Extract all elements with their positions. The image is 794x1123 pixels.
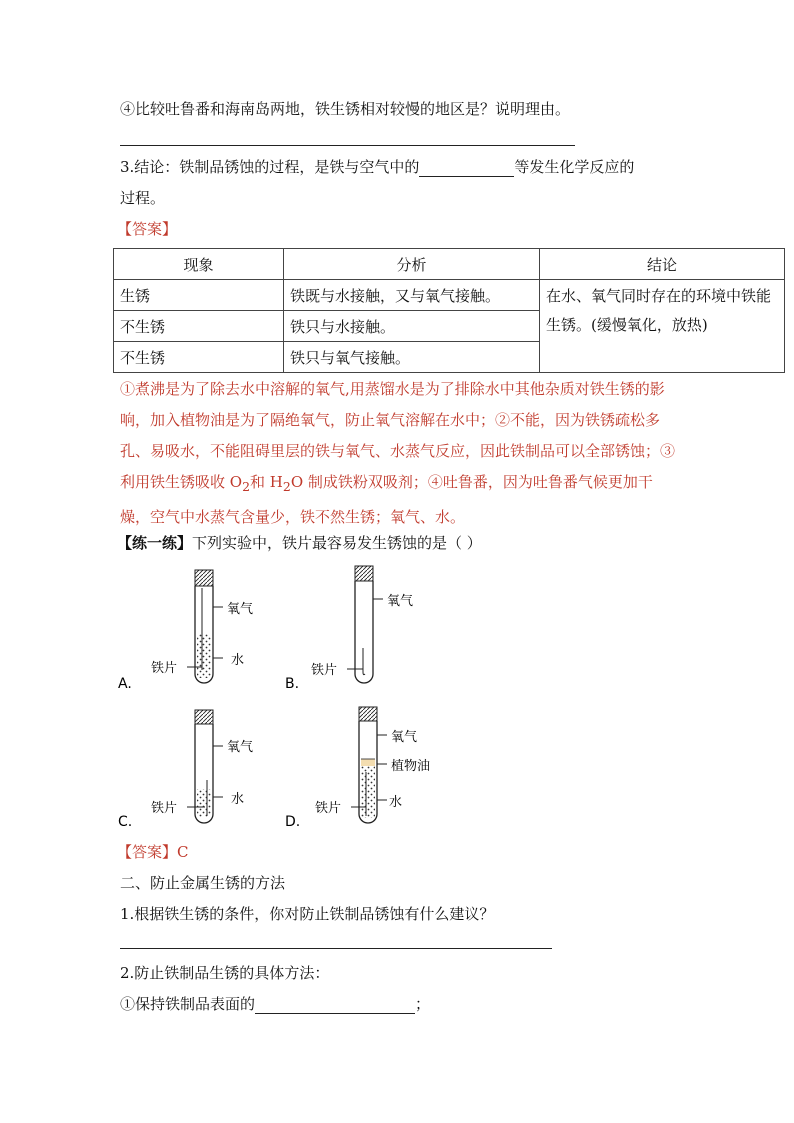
option-c: C. — [118, 814, 133, 830]
section-2-question-1: 1.根据铁生锈的条件，你对防止铁制品锈蚀有什么建议？ — [120, 905, 495, 923]
explanation-part-2: ；②不能，因为铁锈疏松多孔、易吸水，不能阻碍里层的铁与氧气、水蒸气反应，因此铁制品可以全部锈蚀 — [120, 411, 661, 460]
tube-outline — [355, 581, 373, 683]
test-tube-b — [285, 566, 413, 692]
label-water: 水 — [389, 795, 403, 810]
section-2-question-2: 2.防止铁制品生锈的具体方法： — [120, 964, 330, 982]
water-fill — [197, 789, 211, 817]
option-d: D. — [285, 814, 301, 830]
test-tube-a — [118, 570, 253, 692]
method-item-1 — [120, 993, 430, 1014]
option-b: B. — [285, 676, 300, 692]
conclusion-blank[interactable] — [419, 160, 514, 177]
explanation-part-3: ；③利用铁生锈吸收 $O_2$和 $H_2O$ 制成铁粉双吸剂 — [120, 442, 676, 494]
test-tube-c — [118, 710, 253, 830]
practice-question — [117, 532, 482, 553]
cell-analysis: 铁既与水接触，又与氧气接触。 — [284, 280, 540, 311]
option-a: A. — [118, 676, 132, 692]
cell-analysis: 铁只与水接触。 — [284, 311, 540, 342]
label-iron: 铁片 — [151, 661, 178, 676]
stopper-icon — [359, 707, 377, 721]
question-4: ④比较吐鲁番和海南岛两地，铁生锈相对较慢的地区是？说明理由。 — [120, 100, 571, 118]
label-iron: 铁片 — [315, 801, 342, 816]
label-oxygen: 氧气 — [387, 594, 414, 609]
test-tube-d — [285, 707, 430, 830]
conclusion-suffix: 等发生化学反应的 — [514, 158, 635, 176]
answer-table — [113, 248, 785, 373]
cell-phenomenon: 生锈 — [114, 280, 284, 311]
stopper-icon — [355, 566, 373, 581]
cell-phenomenon: 不生锈 — [114, 342, 284, 373]
label-oxygen: 氧气 — [227, 740, 254, 755]
oil-layer — [361, 759, 375, 766]
water-fill — [197, 634, 211, 678]
label-oxygen: 氧气 — [227, 602, 254, 617]
header-analysis: 分析 — [284, 249, 540, 280]
explanation-part-1: ①煮沸是为了除去水中溶解的氧气,用蒸馏水是为了排除水中其他杂质对铁生锈的影响，加入植物油是为了隔绝氧气，防止氧气溶解在水中 — [120, 380, 665, 429]
method-item-1-prefix: ①保持铁制品表面的 — [120, 995, 256, 1013]
table-header-row — [114, 249, 785, 280]
practice-answer-label: 【答案】 — [117, 843, 178, 861]
practice-label: 【练一练】 — [117, 534, 193, 552]
label-water: 水 — [231, 792, 245, 807]
method-item-1-suffix: ； — [415, 995, 431, 1013]
label-oxygen: 氧气 — [391, 730, 418, 745]
experiment-figures — [115, 562, 475, 832]
header-conclusion: 结论 — [540, 249, 785, 280]
answer-line-q4 — [120, 145, 575, 146]
section-2-title: 二、防止金属生锈的方法 — [120, 874, 286, 892]
cell-analysis: 铁只与氧气接触。 — [284, 342, 540, 373]
label-iron: 铁片 — [151, 801, 178, 816]
answer-line-q1 — [120, 948, 552, 949]
label-water: 水 — [231, 653, 245, 668]
explanation-paragraph — [120, 374, 680, 533]
method-item-1-blank[interactable] — [255, 997, 415, 1014]
header-phenomenon: 现象 — [114, 249, 284, 280]
explanation-part-4: ；④吐鲁番，因为吐鲁番气候更加干燥，空气中水蒸气含量少，铁不然生锈；氧气、水。 — [120, 473, 653, 526]
practice-answer-value: C — [177, 843, 189, 861]
conclusion-line-2: 过程。 — [120, 189, 166, 207]
practice-answer — [117, 841, 189, 862]
answer-heading: 【答案】 — [117, 220, 178, 238]
cell-conclusion: 在水、氧气同时存在的环境中铁能生锈。(缓慢氧化，放热) — [540, 280, 785, 373]
label-oil: 植物油 — [391, 759, 431, 774]
cell-phenomenon: 不生锈 — [114, 311, 284, 342]
stopper-icon — [195, 710, 213, 724]
water-fill — [361, 766, 375, 818]
table-row — [114, 280, 785, 311]
iron-strip — [363, 648, 365, 675]
stopper-icon — [195, 570, 213, 586]
practice-text: 下列实验中，铁片最容易发生锈蚀的是（ ） — [192, 534, 482, 552]
conclusion-prefix: 3.结论：铁制品锈蚀的过程，是铁与空气中的 — [120, 158, 420, 176]
conclusion-line-1 — [120, 156, 634, 177]
label-iron: 铁片 — [311, 663, 338, 678]
